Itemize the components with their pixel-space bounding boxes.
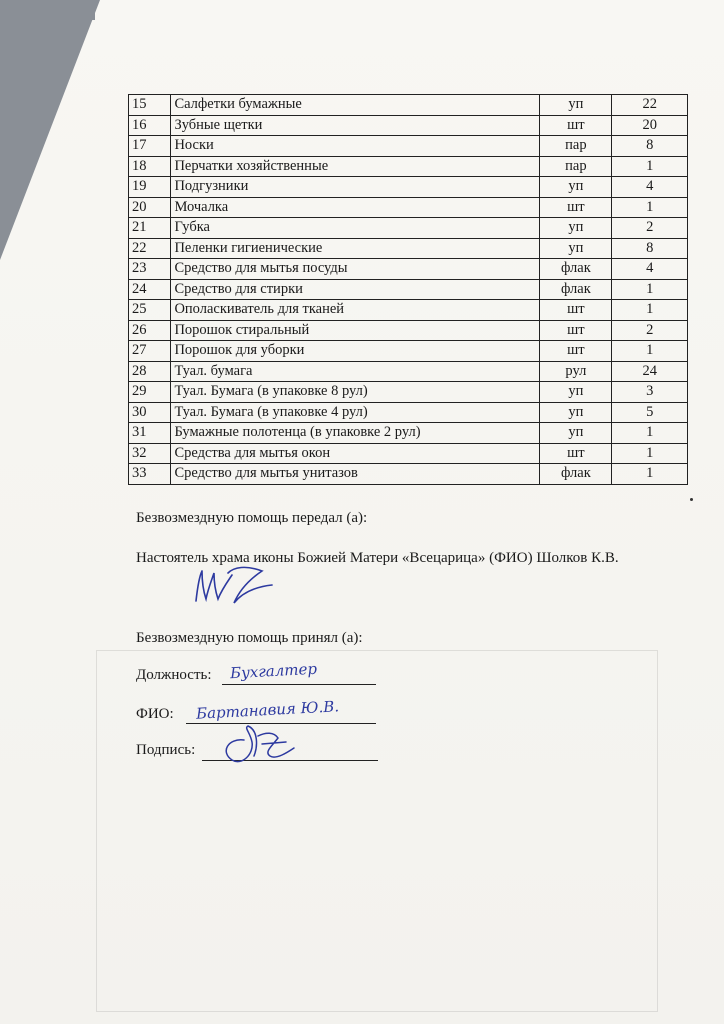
table-row <box>129 320 688 341</box>
item-name: Салфетки бумажные <box>171 95 540 116</box>
item-unit: уп <box>540 95 612 116</box>
given-label: Безвозмездную помощь передал (а): <box>136 510 368 526</box>
row-number: 17 <box>129 136 171 157</box>
item-name: Средства для мытья окон <box>171 443 540 464</box>
item-name: Носки <box>171 136 540 157</box>
table-row <box>129 156 688 177</box>
item-unit: пар <box>540 136 612 157</box>
item-quantity: 8 <box>612 238 688 259</box>
scan-edge-shadow <box>0 0 100 260</box>
row-number: 15 <box>129 95 171 116</box>
table-row <box>129 115 688 136</box>
table-row <box>129 402 688 423</box>
item-quantity: 1 <box>612 156 688 177</box>
row-number: 27 <box>129 341 171 362</box>
item-quantity: 2 <box>612 218 688 239</box>
receiver-signature <box>214 722 300 768</box>
row-number: 25 <box>129 300 171 321</box>
item-unit: флак <box>540 464 612 485</box>
item-unit: шт <box>540 197 612 218</box>
table-row <box>129 238 688 259</box>
item-unit: уп <box>540 238 612 259</box>
item-quantity: 1 <box>612 279 688 300</box>
item-name: Туал. Бумага (в упаковке 4 рул) <box>171 402 540 423</box>
item-name: Подгузники <box>171 177 540 198</box>
item-quantity: 4 <box>612 177 688 198</box>
item-name: Средство для мытья унитазов <box>171 464 540 485</box>
row-number: 22 <box>129 238 171 259</box>
item-name: Пеленки гигиенические <box>171 238 540 259</box>
table-row <box>129 341 688 362</box>
table-row <box>129 95 688 116</box>
item-name: Ополаскиватель для тканей <box>171 300 540 321</box>
item-name: Зубные щетки <box>171 115 540 136</box>
item-quantity: 8 <box>612 136 688 157</box>
item-quantity: 4 <box>612 259 688 280</box>
stray-dot <box>690 498 693 501</box>
item-name: Средство для стирки <box>171 279 540 300</box>
row-number: 18 <box>129 156 171 177</box>
scan-edge-shadow-top <box>0 0 95 20</box>
item-quantity: 20 <box>612 115 688 136</box>
table-row <box>129 382 688 403</box>
item-quantity: 2 <box>612 320 688 341</box>
item-unit: уп <box>540 177 612 198</box>
table-row <box>129 259 688 280</box>
item-quantity: 1 <box>612 443 688 464</box>
item-unit: шт <box>540 115 612 136</box>
item-quantity: 1 <box>612 464 688 485</box>
items-table <box>128 94 688 485</box>
item-quantity: 5 <box>612 402 688 423</box>
table-row <box>129 423 688 444</box>
item-unit: шт <box>540 443 612 464</box>
item-unit: флак <box>540 279 612 300</box>
item-unit: уп <box>540 423 612 444</box>
table-row <box>129 279 688 300</box>
item-quantity: 1 <box>612 341 688 362</box>
item-unit: рул <box>540 361 612 382</box>
fio-label: ФИО: <box>136 706 174 722</box>
table-row <box>129 136 688 157</box>
item-unit: уп <box>540 382 612 403</box>
row-number: 26 <box>129 320 171 341</box>
table-row <box>129 218 688 239</box>
item-unit: шт <box>540 320 612 341</box>
giver-line: Настоятель храма иконы Божией Матери «Всецарица» (ФИО) Шолков К.В. <box>136 550 619 566</box>
item-name: Губка <box>171 218 540 239</box>
row-number: 24 <box>129 279 171 300</box>
item-unit: уп <box>540 402 612 423</box>
row-number: 29 <box>129 382 171 403</box>
item-quantity: 24 <box>612 361 688 382</box>
item-name: Мочалка <box>171 197 540 218</box>
item-unit: флак <box>540 259 612 280</box>
row-number: 20 <box>129 197 171 218</box>
row-number: 21 <box>129 218 171 239</box>
position-label: Должность: <box>136 667 212 683</box>
table-row <box>129 197 688 218</box>
item-quantity: 3 <box>612 382 688 403</box>
position-value: Бухгалтер <box>229 659 318 683</box>
received-label: Безвозмездную помощь принял (а): <box>136 630 363 646</box>
row-number: 16 <box>129 115 171 136</box>
table-row <box>129 300 688 321</box>
bleed-through-table <box>96 650 658 1012</box>
item-unit: шт <box>540 341 612 362</box>
row-number: 32 <box>129 443 171 464</box>
item-name: Бумажные полотенца (в упаковке 2 рул) <box>171 423 540 444</box>
item-unit: уп <box>540 218 612 239</box>
table-row <box>129 177 688 198</box>
item-quantity: 1 <box>612 300 688 321</box>
signature-label: Подпись: <box>136 742 196 758</box>
item-unit: пар <box>540 156 612 177</box>
item-name: Порошок стиральный <box>171 320 540 341</box>
giver-signature <box>188 563 280 609</box>
item-quantity: 1 <box>612 197 688 218</box>
row-number: 19 <box>129 177 171 198</box>
item-name: Средство для мытья посуды <box>171 259 540 280</box>
item-name: Порошок для уборки <box>171 341 540 362</box>
table-row <box>129 464 688 485</box>
item-quantity: 22 <box>612 95 688 116</box>
row-number: 31 <box>129 423 171 444</box>
item-name: Туал. Бумага (в упаковке 8 рул) <box>171 382 540 403</box>
row-number: 28 <box>129 361 171 382</box>
item-name: Туал. бумага <box>171 361 540 382</box>
position-underline <box>222 684 376 685</box>
table-row <box>129 443 688 464</box>
item-quantity: 1 <box>612 423 688 444</box>
item-unit: шт <box>540 300 612 321</box>
table-row <box>129 361 688 382</box>
fio-value: Бартанавия Ю.В. <box>195 697 340 723</box>
row-number: 23 <box>129 259 171 280</box>
row-number: 33 <box>129 464 171 485</box>
row-number: 30 <box>129 402 171 423</box>
item-name: Перчатки хозяйственные <box>171 156 540 177</box>
